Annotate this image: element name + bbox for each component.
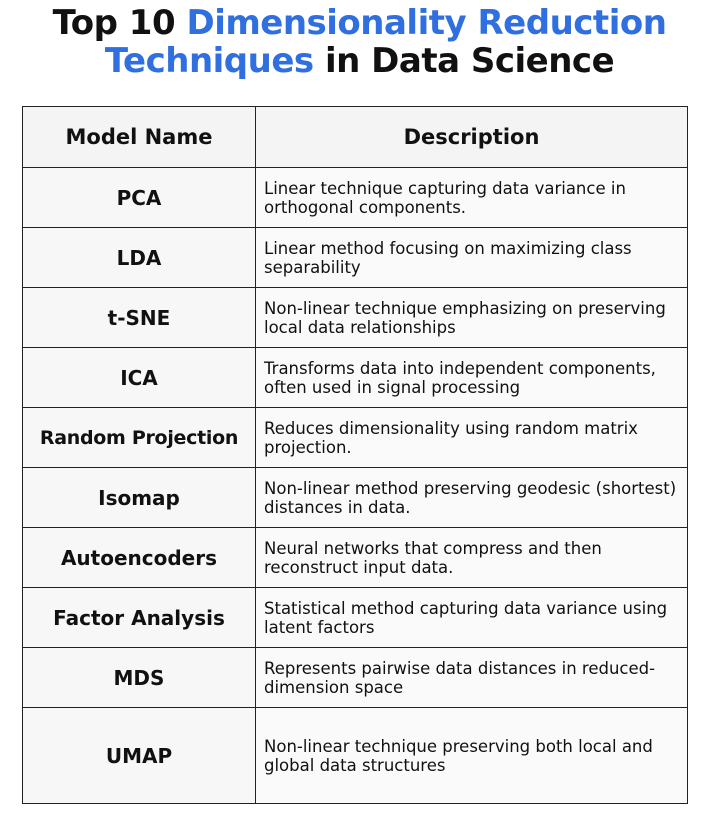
table-row [23,168,688,228]
row-description: Transforms data into independent components, often used in signal processing [256,348,688,408]
table-row [23,228,688,288]
row-description: Non-linear method preserving geodesic (shortest) distances in data. [256,468,688,528]
row-name: t-SNE [23,288,256,348]
table-row [23,708,688,804]
title-plain-2: in Data Science [313,41,615,81]
page-title [0,4,719,80]
title-accent-2: Techniques [104,41,314,81]
table-row [23,588,688,648]
table-row [23,528,688,588]
header-description: Description [256,107,688,168]
row-description: Statistical method capturing data variance using latent factors [256,588,688,648]
row-name: Factor Analysis [23,588,256,648]
table-header-row [23,107,688,168]
row-name: PCA [23,168,256,228]
row-description: Non-linear technique preserving both local and global data structures [256,708,688,804]
row-name: Autoencoders [23,528,256,588]
title-line-2 [0,42,719,80]
row-description: Represents pairwise data distances in reduced-dimension space [256,648,688,708]
techniques-table [22,106,688,804]
row-description: Linear technique capturing data variance in orthogonal components. [256,168,688,228]
row-name: ICA [23,348,256,408]
table-row [23,468,688,528]
row-name: MDS [23,648,256,708]
row-description: Linear method focusing on maximizing class separability [256,228,688,288]
table-row [23,648,688,708]
table-row [23,408,688,468]
row-name: UMAP [23,708,256,804]
title-line-1 [0,4,719,42]
row-name: Random Projection [23,408,256,468]
row-name: Isomap [23,468,256,528]
title-plain-1: Top 10 [52,3,187,43]
row-description: Neural networks that compress and then reconstruct input data. [256,528,688,588]
table-row [23,288,688,348]
title-accent-1: Dimensionality Reduction [186,3,667,43]
row-description: Non-linear technique emphasizing on preserving local data relationships [256,288,688,348]
row-name: LDA [23,228,256,288]
header-model-name: Model Name [23,107,256,168]
row-description: Reduces dimensionality using random matrix projection. [256,408,688,468]
table-row [23,348,688,408]
